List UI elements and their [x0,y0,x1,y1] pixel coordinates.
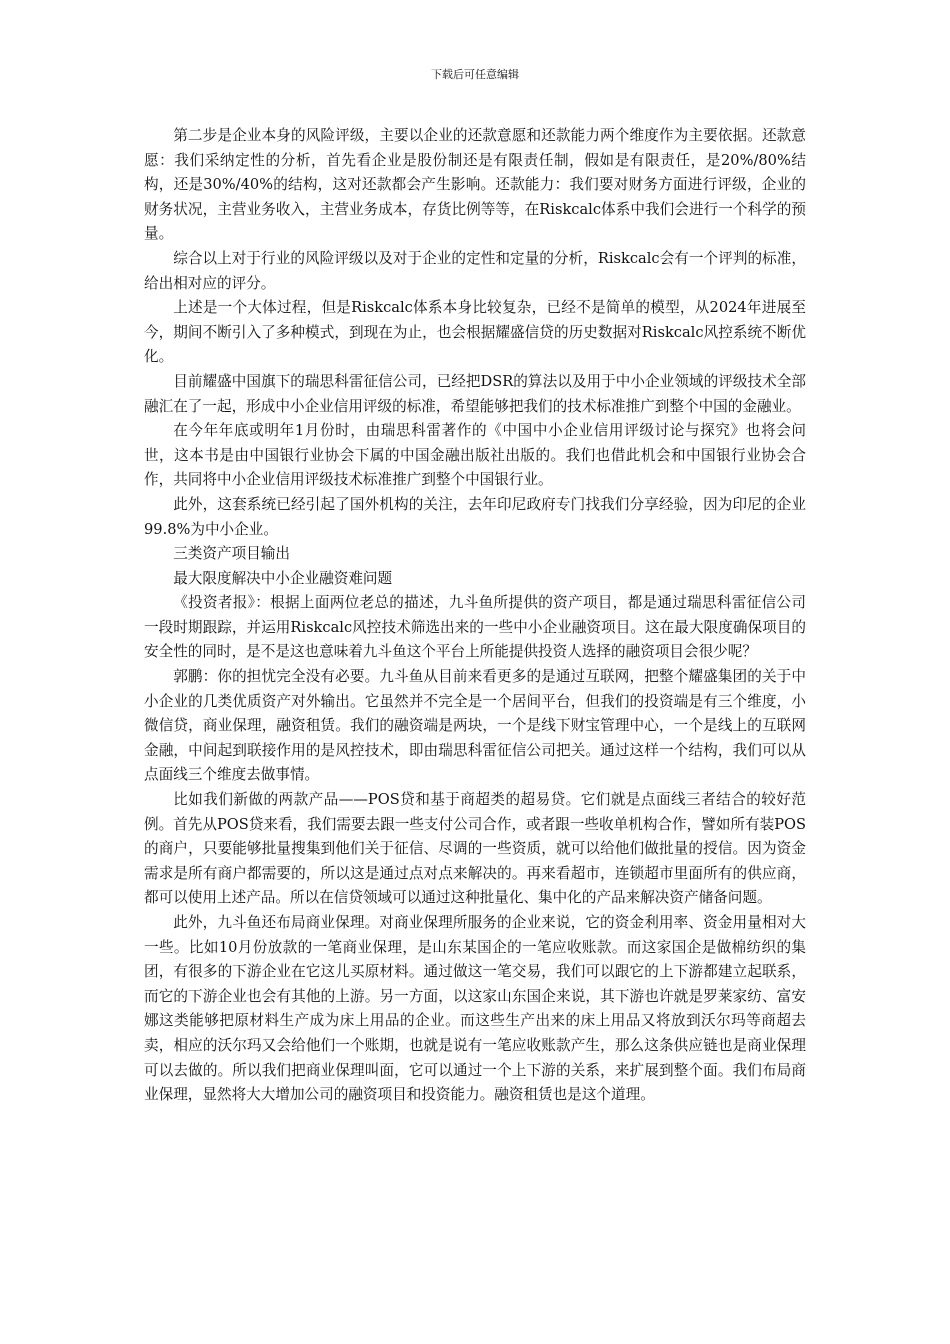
paragraph: 在今年年底或明年1月份时，由瑞思科雷著作的《中国中小企业信用评级讨论与探究》也将会问世，这本书是由中国银行业协会下属的中国金融出版社出版的。我们也借此机会和中国银行业协会合作，共同将中小企业信用评级技术标准推广到整个中国银行业。 [144,422,806,489]
paragraph: 目前耀盛中国旗下的瑞思科雷征信公司，已经把DSR的算法以及用于中小企业领域的评级技术全部融汇在了一起，形成中小企业信用评级的标准，希望能够把我们的技术标准推广到整个中国的金融业。 [144,372,806,415]
page-header: 下载后可任意编辑 [431,68,519,81]
paragraph: 第二步是企业本身的风险评级，主要以企业的还款意愿和还款能力两个维度作为主要依据。还款意愿：我们采纳定性的分析，首先看企业是股份制还是有限责任制，假如是有限责任，是20%/80%结构，还是30%/40%的结构，这对还款都会产生影响。还款能力：我们要对财务方面进行评级，企业的财务状况，主营业务收入，主营业务成本，存货比例等等，在Riskcalc体系中我们会进行一个科学的预量。 [144,127,806,243]
section-subheading: 最大限度解决中小企业融资难问题 [173,569,393,587]
paragraph: 综合以上对于行业的风险评级以及对于企业的定性和定量的分析，Riskcalc会有一个评判的标准，给出相对应的评分。 [144,249,806,292]
document-body [144,124,806,1108]
paragraph: 《投资者报》：根据上面两位老总的描述，九斗鱼所提供的资产项目，都是通过瑞思科雷征信公司一段时期跟踪，并运用Riskcalc风控技术筛选出来的一些中小企业融资项目。这在最大限度确保项目的安全性的同时，是不是这也意味着九斗鱼这个平台上所能提供投资人选择的融资项目会很少呢？ [144,594,806,661]
paragraph: 此外，这套系统已经引起了国外机构的关注，去年印尼政府专门找我们分享经验，因为印尼的企业99.8%为中小企业。 [144,495,806,538]
paragraph: 此外，九斗鱼还布局商业保理。对商业保理所服务的企业来说，它的资金利用率、资金用量相对大一些。比如10月份放款的一笔商业保理，是山东某国企的一笔应收账款。而这家国企是做棉纺织的集团，有很多的下游企业在它这儿买原材料。通过做这一笔交易，我们可以跟它的上下游都建立起联系，而它的下游企业也会有其他的上游。另一方面，以这家山东国企来说，其下游也许就是罗莱家纺、富安娜这类能够把原材料生产成为床上用品的企业。而这些生产出来的床上用品又将放到沃尔玛等商超去卖，相应的沃尔玛又会给他们一个账期，也就是说有一笔应收账款产生，那么这条供应链也是商业保理可以去做的。所以我们把商业保理叫面，它可以通过一个上下游的关系，来扩展到整个面。我们布局商业保理，显然将大大增加公司的融资项目和投资能力。融资租赁也是这个道理。 [144,914,806,1104]
section-heading: 三类资产项目输出 [173,545,290,563]
paragraph: 上述是一个大体过程，但是Riskcalc体系本身比较复杂，已经不是简单的模型，从2024年进展至今，期间不断引入了多种模式，到现在为止，也会根据耀盛信贷的历史数据对Riskcalc风控系统不断优化。 [144,299,806,366]
paragraph: 比如我们新做的两款产品——POS贷和基于商超类的超易贷。它们就是点面线三者结合的较好范例。首先从POS贷来看，我们需要去跟一些支付公司合作，或者跟一些收单机构合作，譬如所有装POS的商户，只要能够批量搜集到他们关于征信、尽调的一些资质，就可以给他们做批量的授信。因为资金需求是所有商户都需要的，所以这是通过点对点来解决的。再来看超市，连锁超市里面所有的供应商，都可以使用上述产品。所以在信贷领域可以通过这种批量化、集中化的产品来解决资产储备问题。 [144,791,806,907]
paragraph: 郭鹏：你的担忧完全没有必要。九斗鱼从目前来看更多的是通过互联网，把整个耀盛集团的关于中小企业的几类优质资产对外输出。它虽然并不完全是一个居间平台，但我们的投资端是有三个维度，小微信贷，商业保理，融资租赁。我们的融资端是两块，一个是线下财宝管理中心，一个是线上的互联网金融，中间起到联接作用的是风控技术，即由瑞思科雷征信公司把关。通过这样一个结构，我们可以从点面线三个维度去做事情。 [144,668,806,784]
